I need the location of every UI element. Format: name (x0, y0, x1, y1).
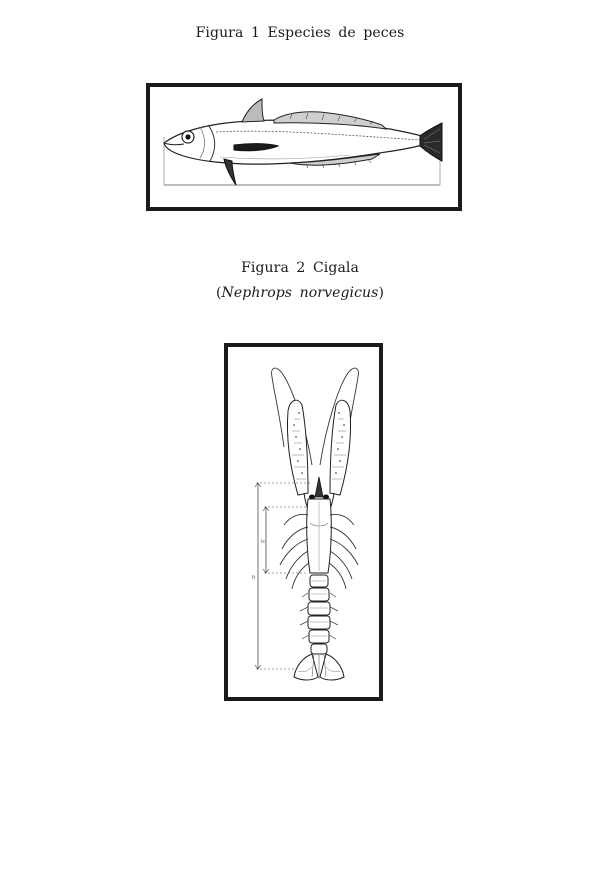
total-length-label: lt (252, 575, 256, 581)
figure-2-caption: Figura 2 Cigala (241, 260, 359, 276)
hake-fish-icon (150, 87, 458, 207)
figure-2-frame (224, 343, 383, 701)
carapace-length-label: lc (261, 539, 266, 545)
figure-1-frame (146, 83, 462, 211)
subcaption-close-paren: ) (378, 285, 385, 301)
figure-1-caption: Figura 1 Especies de peces (195, 25, 405, 41)
figure-2-subcaption (0, 285, 600, 301)
scientific-name: Nephrops norvegicus (221, 285, 379, 301)
norway-lobster-icon (228, 347, 379, 697)
subcaption-open-paren: ( (215, 285, 222, 301)
